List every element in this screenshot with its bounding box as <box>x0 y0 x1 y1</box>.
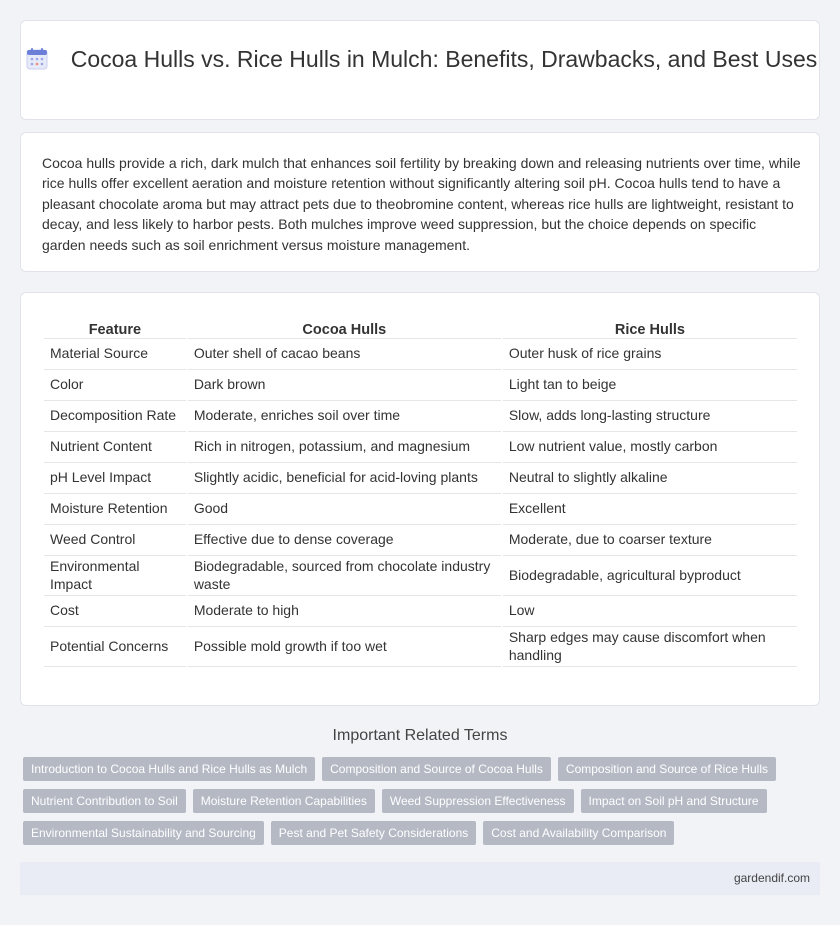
rice-cell: Biodegradable, agricultural byproduct <box>503 556 797 596</box>
tag-row <box>23 757 823 781</box>
rice-cell: Low nutrient value, mostly carbon <box>503 432 797 463</box>
table-row <box>44 370 797 401</box>
feature-cell: Weed Control <box>44 525 186 556</box>
cocoa-cell: Effective due to dense coverage <box>188 525 501 556</box>
page-title <box>21 45 821 74</box>
table-row <box>44 627 797 667</box>
rice-cell: Neutral to slightly alkaline <box>503 463 797 494</box>
header-feature: Feature <box>44 317 186 339</box>
intro-card <box>20 132 820 272</box>
table-header-row <box>44 317 797 339</box>
feature-cell: Cost <box>44 596 186 627</box>
cocoa-cell: Moderate, enriches soil over time <box>188 401 501 432</box>
table-row <box>44 596 797 627</box>
table-row <box>44 432 797 463</box>
rice-cell: Sharp edges may cause discomfort when handling <box>503 627 797 667</box>
related-term-tag[interactable]: Nutrient Contribution to Soil <box>23 789 186 813</box>
related-term-tag[interactable]: Environmental Sustainability and Sourcing <box>23 821 264 845</box>
intro-paragraph: Cocoa hulls provide a rich, dark mulch that enhances soil fertility by breaking down and releasing nutrients over time, while rice hulls offer excellent aeration and moisture retention without significantly altering soil pH. Cocoa hulls tend to have a pleasant chocolate aroma but may attract pets due to theobromine content, whereas rice hulls are lightweight, resistant to decay, and less likely to harbor pests. Both mulches improve weed suppression, but the choice depends on specific garden needs such as soil enrichment versus moisture management. <box>42 155 801 253</box>
page-title-text: Cocoa Hulls vs. Rice Hulls in Mulch: Benefits, Drawbacks, and Best Uses <box>70 46 818 72</box>
related-term-tag[interactable]: Weed Suppression Effectiveness <box>382 789 574 813</box>
feature-cell: Color <box>44 370 186 401</box>
rice-cell: Light tan to beige <box>503 370 797 401</box>
calendar-icon <box>25 47 49 71</box>
feature-cell: Nutrient Content <box>44 432 186 463</box>
rice-cell: Outer husk of rice grains <box>503 339 797 370</box>
cocoa-cell: Outer shell of cacao beans <box>188 339 501 370</box>
header-cocoa-hulls: Cocoa Hulls <box>188 317 501 339</box>
tag-row <box>23 821 823 845</box>
cocoa-cell: Slightly acidic, beneficial for acid-loving plants <box>188 463 501 494</box>
related-term-tag[interactable]: Moisture Retention Capabilities <box>193 789 375 813</box>
feature-cell: Environmental Impact <box>44 556 186 596</box>
comparison-table <box>42 317 799 667</box>
cocoa-cell: Biodegradable, sourced from chocolate industry waste <box>188 556 501 596</box>
feature-cell: Material Source <box>44 339 186 370</box>
table-row <box>44 339 797 370</box>
related-term-tag[interactable]: Cost and Availability Comparison <box>483 821 674 845</box>
table-row <box>44 525 797 556</box>
related-term-tag[interactable]: Composition and Source of Rice Hulls <box>558 757 776 781</box>
related-term-tag[interactable]: Composition and Source of Cocoa Hulls <box>322 757 551 781</box>
cocoa-cell: Moderate to high <box>188 596 501 627</box>
cocoa-cell: Dark brown <box>188 370 501 401</box>
rice-cell: Excellent <box>503 494 797 525</box>
table-row <box>44 463 797 494</box>
footer <box>20 862 820 895</box>
rice-cell: Low <box>503 596 797 627</box>
cocoa-cell: Possible mold growth if too wet <box>188 627 501 667</box>
feature-cell: Potential Concerns <box>44 627 186 667</box>
table-row <box>44 401 797 432</box>
comparison-table-card <box>20 292 820 706</box>
cocoa-cell: Good <box>188 494 501 525</box>
related-terms-heading: Important Related Terms <box>332 727 508 744</box>
rice-cell: Slow, adds long-lasting structure <box>503 401 797 432</box>
table-row <box>44 556 797 596</box>
title-card <box>20 20 820 120</box>
rice-cell: Moderate, due to coarser texture <box>503 525 797 556</box>
feature-cell: pH Level Impact <box>44 463 186 494</box>
table-row <box>44 494 797 525</box>
related-term-tag[interactable]: Pest and Pet Safety Considerations <box>271 821 476 845</box>
feature-cell: Decomposition Rate <box>44 401 186 432</box>
related-term-tag[interactable]: Impact on Soil pH and Structure <box>581 789 767 813</box>
feature-cell: Moisture Retention <box>44 494 186 525</box>
tag-row <box>23 789 823 813</box>
header-rice-hulls: Rice Hulls <box>503 317 797 339</box>
related-terms-list <box>23 757 823 853</box>
cocoa-cell: Rich in nitrogen, potassium, and magnesium <box>188 432 501 463</box>
footer-site-link[interactable]: gardendif.com <box>733 871 810 885</box>
related-term-tag[interactable]: Introduction to Cocoa Hulls and Rice Hulls as Mulch <box>23 757 315 781</box>
